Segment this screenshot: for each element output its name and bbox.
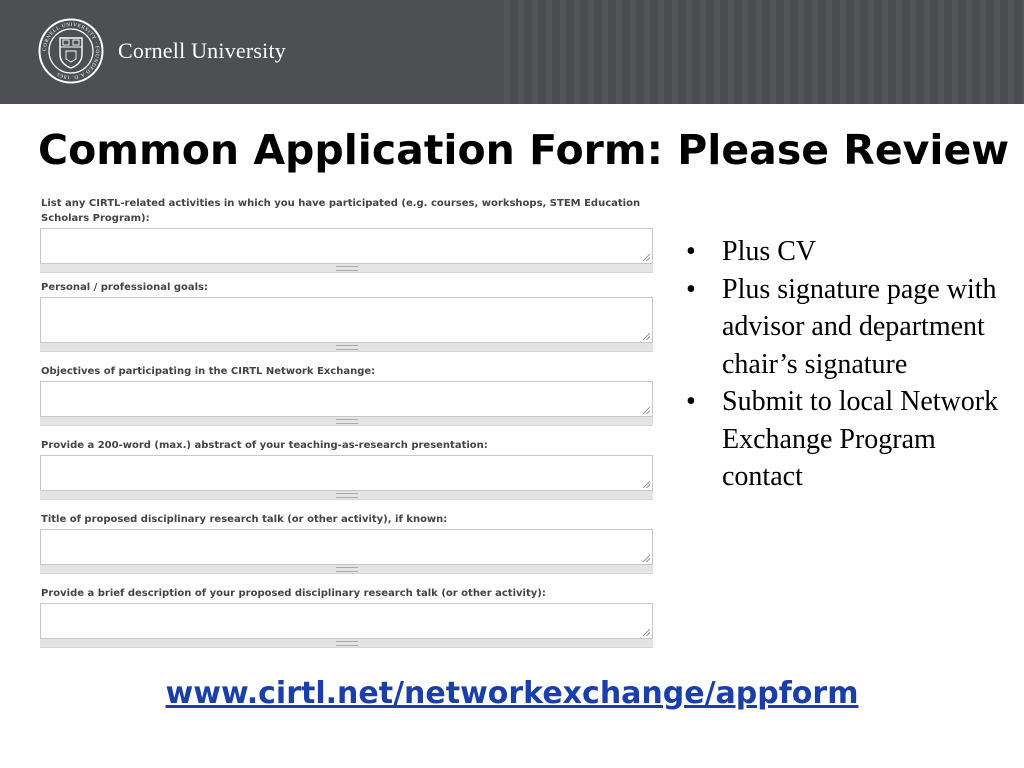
activities-textarea[interactable] xyxy=(40,228,653,264)
form-field-activities xyxy=(40,196,655,273)
cornell-seal-icon xyxy=(38,18,104,84)
list-item xyxy=(682,271,1012,384)
field-label: Objectives of participating in the CIRTL Network Exchange: xyxy=(41,366,376,377)
header-background-pattern xyxy=(504,0,1024,104)
bullet-marker: • xyxy=(686,386,696,417)
list-item xyxy=(682,383,1012,496)
resize-grip-bar[interactable] xyxy=(40,639,653,648)
resize-corner-icon[interactable] xyxy=(643,629,650,636)
abstract-textarea[interactable] xyxy=(40,455,653,491)
field-label: Provide a brief description of your proposed disciplinary research talk (or other activity): xyxy=(41,588,546,599)
resize-grip-bar[interactable] xyxy=(40,264,653,273)
requirements-list xyxy=(682,233,1012,496)
slide-title: Common Application Form: Please Review xyxy=(38,126,1010,174)
form-field-objectives xyxy=(40,364,655,426)
field-label: Personal / professional goals: xyxy=(41,282,209,293)
application-form-link[interactable] xyxy=(0,676,1024,711)
resize-grip-bar[interactable] xyxy=(40,565,653,574)
resize-handle-icon xyxy=(336,493,358,498)
bullet-text: Plus CV xyxy=(722,236,817,267)
resize-corner-icon[interactable] xyxy=(643,555,650,562)
application-form-screenshot xyxy=(40,196,655,648)
cornell-logo[interactable] xyxy=(38,18,286,84)
goals-textarea[interactable] xyxy=(40,297,653,343)
resize-corner-icon[interactable] xyxy=(643,254,650,261)
brand-name: Cornell University xyxy=(118,38,286,63)
resize-handle-icon xyxy=(336,345,358,350)
list-item xyxy=(682,233,1012,271)
talk-title-textarea[interactable] xyxy=(40,529,653,565)
resize-corner-icon[interactable] xyxy=(643,481,650,488)
resize-handle-icon xyxy=(336,567,358,572)
resize-corner-icon[interactable] xyxy=(643,333,650,340)
objectives-textarea[interactable] xyxy=(40,381,653,417)
resize-handle-icon xyxy=(336,419,358,424)
bullet-text: Plus signature page with advisor and department chair’s signature xyxy=(722,273,997,380)
resize-handle-icon xyxy=(336,641,358,646)
bullet-marker: • xyxy=(686,273,696,305)
bullet-text: Submit to local Network Exchange Program contact xyxy=(722,386,999,492)
bullet-marker: • xyxy=(686,236,696,267)
resize-grip-bar[interactable] xyxy=(40,343,653,352)
resize-grip-bar[interactable] xyxy=(40,417,653,426)
field-label: List any CIRTL-related activities in which you have participated (e.g. courses, workshops, STEM Education Scholars Program): xyxy=(41,198,641,224)
svg-text:CORNELL UNIVERSITY · FOUNDED A: CORNELL UNIVERSITY · FOUNDED A.D. 1865 xyxy=(41,21,101,81)
resize-handle-icon xyxy=(336,266,358,271)
field-label: Title of proposed disciplinary research talk (or other activity), if known: xyxy=(41,514,448,525)
form-field-talk-title xyxy=(40,512,655,574)
form-field-goals xyxy=(40,280,655,352)
talk-description-textarea[interactable] xyxy=(40,603,653,639)
form-field-abstract xyxy=(40,438,655,500)
header-bar xyxy=(0,0,1024,104)
resize-grip-bar[interactable] xyxy=(40,491,653,500)
field-label: Provide a 200-word (max.) abstract of your teaching-as-research presentation: xyxy=(41,440,488,451)
form-field-talk-description xyxy=(40,586,655,648)
resize-corner-icon[interactable] xyxy=(643,407,650,414)
link-text: www.cirtl.net/networkexchange/appform xyxy=(165,676,859,711)
